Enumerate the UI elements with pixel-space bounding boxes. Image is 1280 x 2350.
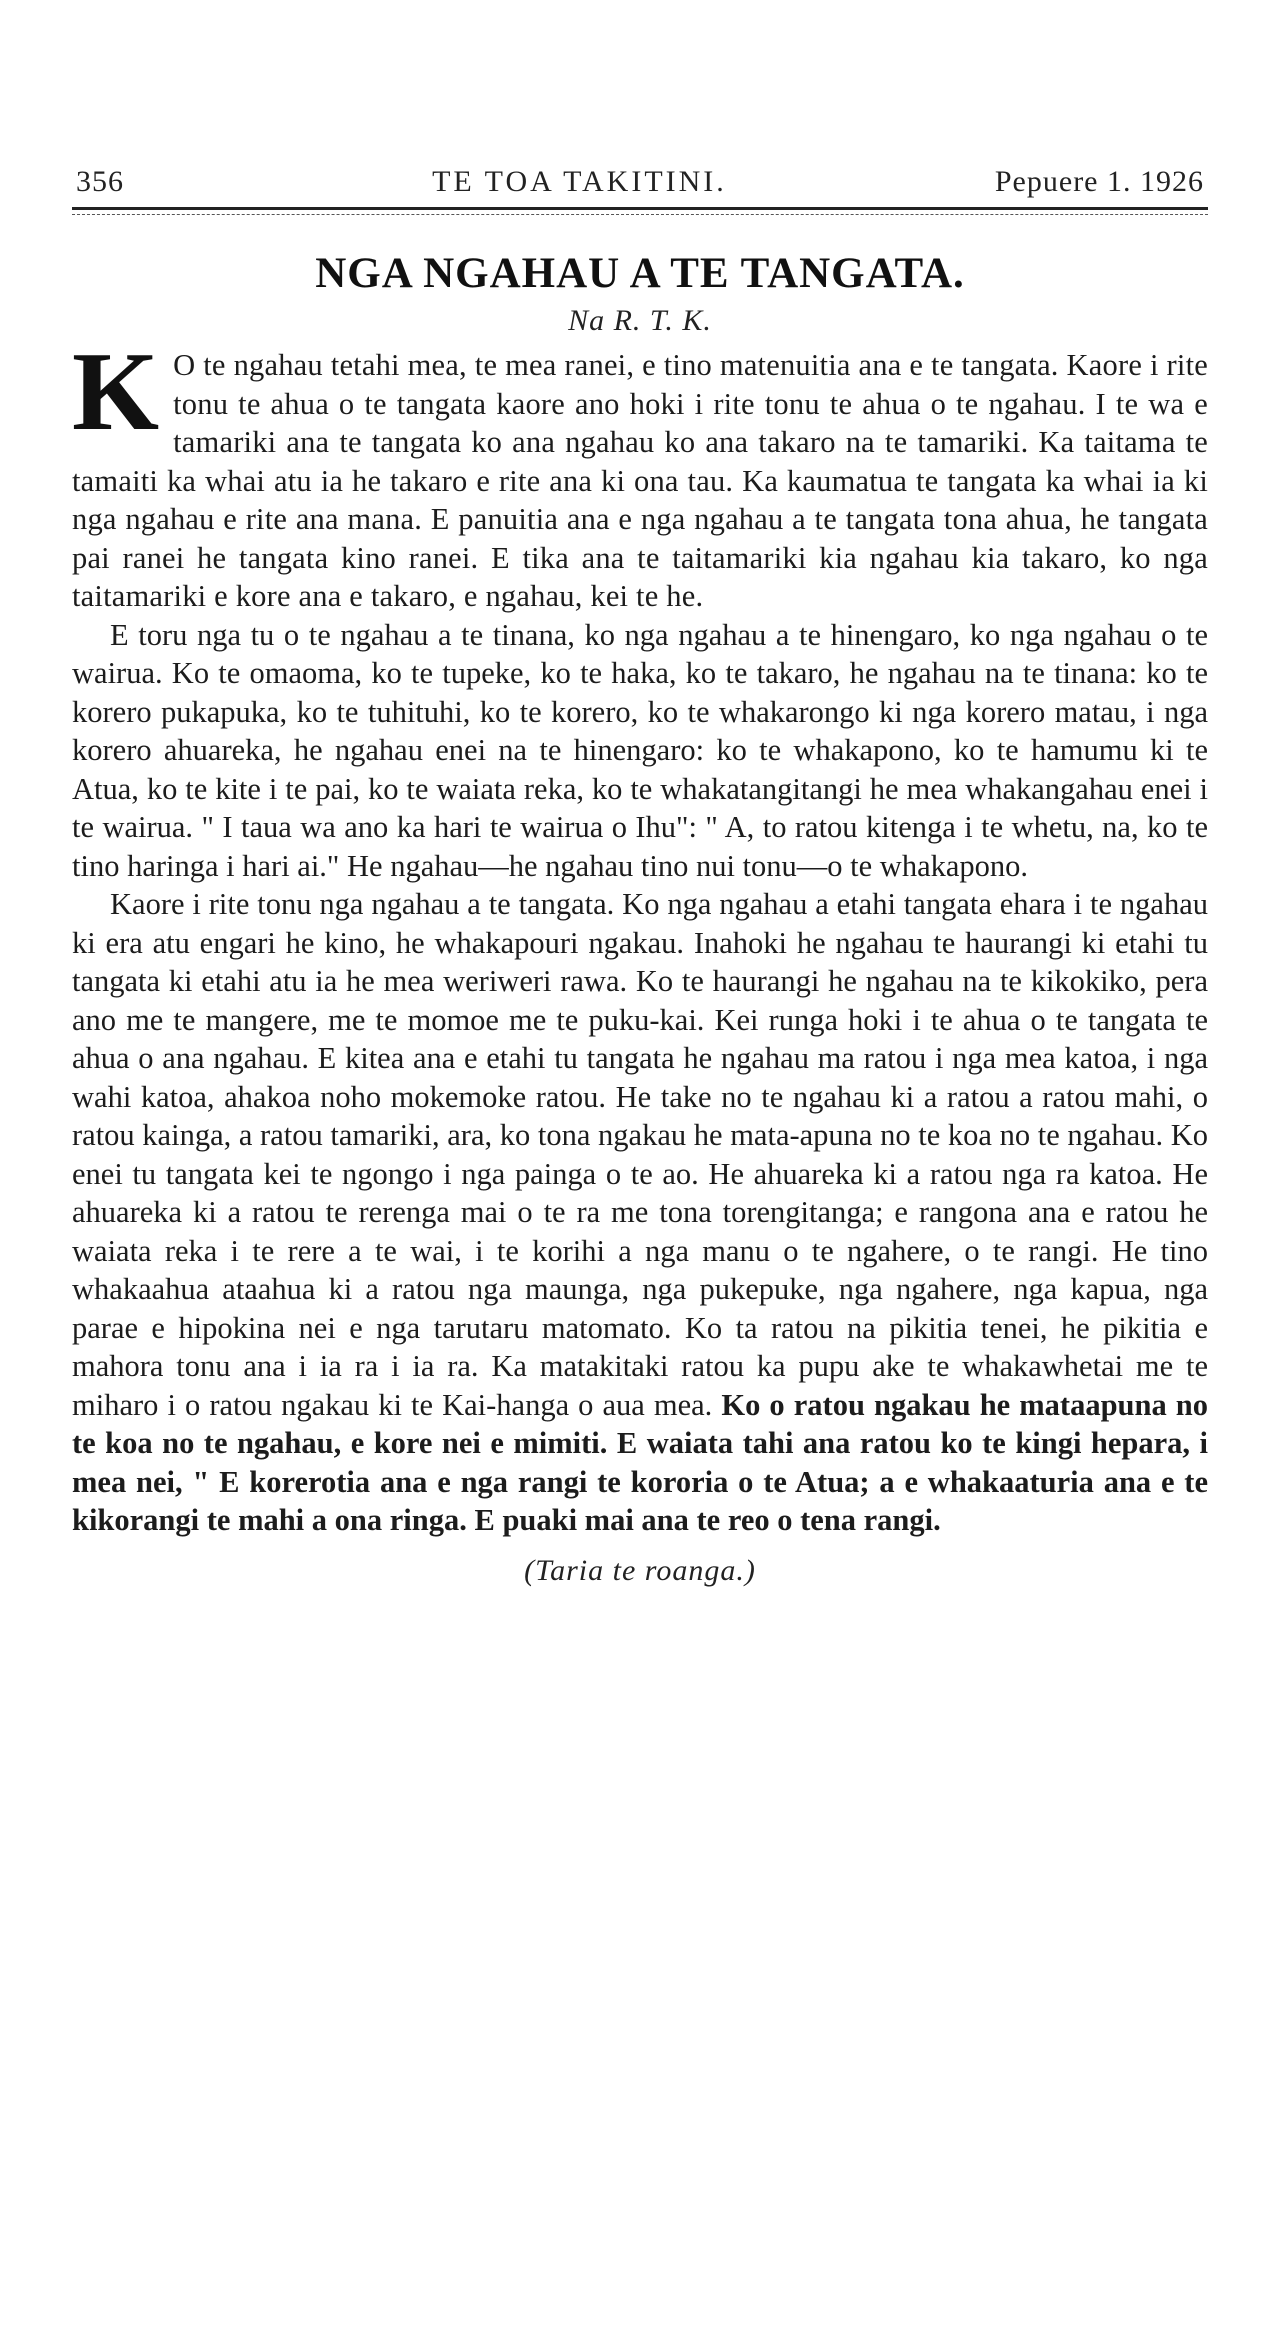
paragraph-3-text: Kaore i rite tonu nga ngahau a te tangata. Ko nga ngahau a etahi tangata ehara i te ngahau ki era atu engari he kino, he whakapouri ngakau. Inahoki he ngahau te haurangi ki etahi tu tangata ki etahi atu ia he mea weriweri rawa. Ko te haurangi he ngahau na te kikokiko, pera ano me te mangere, me te momoe me te puku-kai. Kei runga hoki i te ahua o te tangata te ahua o ana ngahau. E kitea ana e etahi tu tangata he ngahau ma ratou i nga mea katoa, i nga wahi katoa, ahakoa noho mokemoke ratou. He take no te ngahau ki a ratou a ratou mahi, o ratou kainga, a ratou tamariki, ara, ko tona ngakau he mata-apuna no te koa no te ngahau. Ko enei tu tangata kei te ngongo i nga painga o te ao. He ahuareka ki a ratou nga ra katoa. He ahuareka ki a ratou te rerenga mai o te ra me tona torengitanga; e rangona ana e ratou he waiata reka i te rere a te wai, i te korihi a nga manu o te ngahere, o te rangi. He tino whakaahua ataahua ki a ratou nga maunga, nga pukepuke, nga ngahere, nga kapua, nga parae e hipokina nei e nga tarutaru matomato. Ko ta ratou na pikitia tenei, he pikitia e mahora tonu ana i ia ra i ia ra. Ka matakitaki ratou ka pupu ake te whakawhetai me te miharo i o ratou ngakau ki te Kai-hanga o aua mea.: [72, 887, 1208, 1422]
paragraph-1-text: O te ngahau tetahi mea, te mea ranei, e tino matenuitia ana e te tangata. Kaore i rite tonu te ahua o te tangata kaore ano hoki i rite tonu te ahua o te ngahau. I te wa e tamariki ana te tangata ko ana ngahau ko ana takaro na te tamariki. Ka taitama te tamaiti ka whai atu ia he takaro e rite ana ki ona tau. Ka kaumatua te tangata ka whai ia ki nga ngahau e rite ana mana. E panuitia ana e nga ngahau a te tangata tona ahua, he tangata pai ranei he tangata kino ranei. E tika ana te taitamariki kia ngahau kia takaro, ko nga taitamariki e kore ana e takaro, e ngahau, kei te he.: [72, 348, 1208, 613]
paragraph-3: [72, 885, 1208, 1540]
paragraph-1: [72, 330, 1208, 616]
page: [72, 165, 1208, 1588]
page-number: 356: [76, 165, 124, 198]
article-body: [72, 330, 1208, 1540]
journal-title: TE TOA TAKITINI.: [432, 165, 727, 198]
header-rule: [72, 207, 1208, 210]
issue-date: Pepuere 1. 1926: [994, 165, 1204, 198]
drop-cap: K: [72, 330, 160, 454]
paragraph-3-bold-text: Ko o ratou ngakau he mataapuna no te koa no te ngahau, e kore nei e mimiti. E waiata tahi ana ratou ko te kingi hepara, i mea nei, " E korerotia ana e nga rangi te kororia o te Atua; a e whakaaturia ana e te kikorangi te mahi a ona ringa. E puaki mai ana te reo o tena rangi.: [72, 1387, 1208, 1537]
header-rule-dotted: [72, 214, 1208, 215]
article-byline: Na R. T. K.: [568, 304, 712, 337]
continuation-note: (Taria te roanga.): [524, 1553, 756, 1587]
article-title: NGA NGAHAU A TE TANGATA.: [315, 250, 965, 297]
running-head: [72, 165, 1208, 199]
paragraph-2: E toru nga tu o te ngahau a te tinana, ko nga ngahau a te hinengaro, ko nga ngahau o te wairua. Ko te omaoma, ko te tupeke, ko te haka, ko te takaro, he ngahau na te tinana: ko te korero pukapuka, ko te tuhituhi, ko te korero, ko te whakarongo ki nga korero matau, i nga korero ahuareka, he ngahau enei na te hinengaro: ko te whakapono, ko te hamumu ki te Atua, ko te kite i te pai, ko te waiata reka, ko te whakatangitangi he mea whakangahau enei i te wairua. " I taua wa ano ka hari te wairua o Ihu": " A, to ratou kitenga i te whetu, na, ko te tino haringa i hari ai." He ngahau—he ngahau tino nui tonu—o te whakapono.: [72, 617, 1208, 883]
